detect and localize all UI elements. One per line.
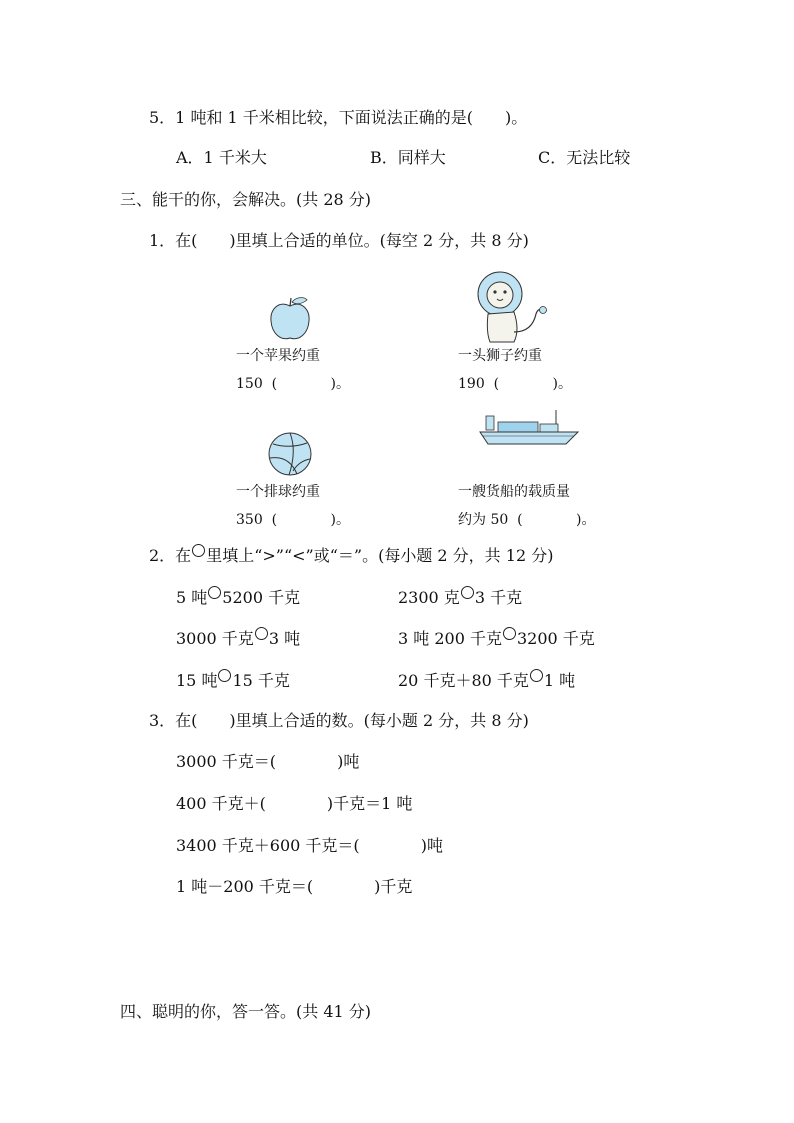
section3-heading: 三、能干的你，会解决。(共 28 分)	[120, 190, 372, 209]
q2-item: 20 千克＋80 千克 1 吨	[398, 671, 576, 690]
section4-heading: 四、聪明的你，答一答。(共 41 分)	[120, 1002, 372, 1021]
compare-circle-input[interactable]	[530, 669, 543, 682]
volleyball-icon	[267, 431, 313, 477]
lion-answer[interactable]: 190 ( )。	[458, 376, 572, 392]
q2-stem-a: 2．在	[149, 546, 192, 565]
q2-stem	[149, 544, 553, 567]
cargo-ship-icon	[478, 406, 582, 446]
lion-caption: 一头狮子约重	[458, 348, 542, 364]
q1-stem: 1．在( )里填上合适的单位。(每空 2 分，共 8 分)	[149, 231, 529, 250]
compare-circle-input[interactable]	[503, 627, 516, 640]
compare-circle-input[interactable]	[255, 627, 268, 640]
q3-line[interactable]: 3400 千克＋600 千克＝( )吨	[176, 836, 443, 855]
apple-caption: 一个苹果约重	[236, 348, 320, 364]
apple-answer[interactable]: 150 ( )。	[236, 376, 350, 392]
q2-item: 15 吨 15 千克	[176, 671, 290, 690]
volleyball-caption: 一个排球约重	[236, 484, 320, 500]
q5-option-b[interactable]: B．同样大	[370, 148, 446, 167]
ship-caption: 一艘货船的载质量	[458, 484, 570, 500]
compare-circle-input[interactable]	[208, 586, 221, 599]
q2-item: 5 吨 5200 千克	[176, 588, 301, 607]
q5-option-a[interactable]: A．1 千米大	[176, 148, 267, 167]
compare-circle-icon	[192, 544, 205, 557]
q3-stem: 3．在( )里填上合适的数。(每小题 2 分，共 8 分)	[149, 711, 529, 730]
q5-option-c[interactable]: C．无法比较	[538, 148, 631, 167]
q3-line[interactable]: 1 吨－200 千克＝( )千克	[176, 877, 413, 896]
compare-circle-input[interactable]	[218, 669, 231, 682]
volleyball-answer[interactable]: 350 ( )。	[236, 512, 350, 528]
lion-icon	[474, 270, 550, 346]
q3-line[interactable]: 400 千克＋( )千克＝1 吨	[176, 794, 413, 813]
compare-circle-input[interactable]	[461, 586, 474, 599]
q2-stem-b: 里填上“>”“<”或“＝”。(每小题 2 分，共 12 分)	[206, 546, 554, 565]
ship-answer[interactable]: 约为 50 ( )。	[458, 512, 596, 528]
q3-line[interactable]: 3000 千克＝( )吨	[176, 752, 360, 771]
q2-item: 2300 克 3 千克	[398, 588, 523, 607]
q2-item: 3 吨 200 千克 3200 千克	[398, 629, 595, 648]
q2-item: 3000 千克 3 吨	[176, 629, 301, 648]
apple-icon	[268, 296, 312, 342]
q5-stem: 5．1 吨和 1 千米相比较，下面说法正确的是( )。	[149, 108, 528, 127]
